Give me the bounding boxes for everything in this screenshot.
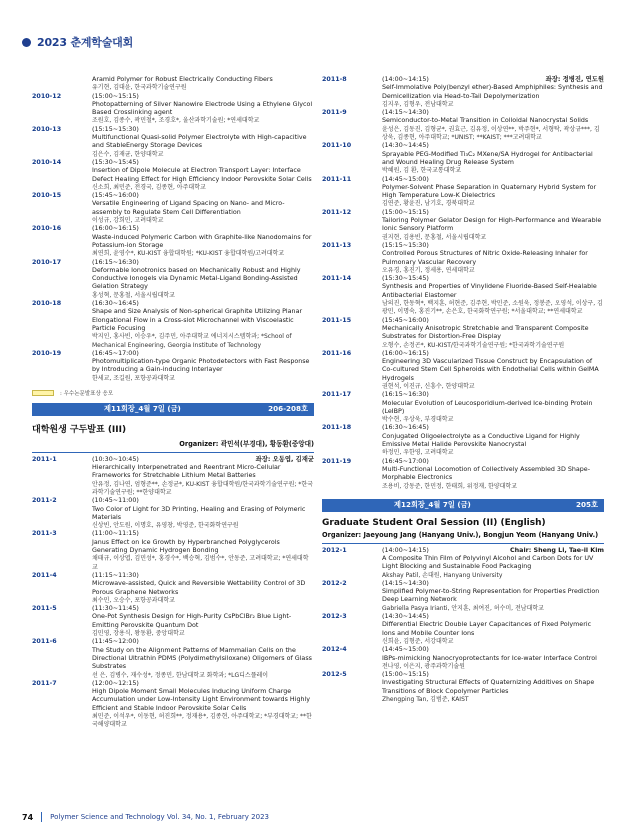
entry-authors: 남의진, 한동혁*, 백지훈, 허현준, 김주현, 박민준, 소원욱, 정봉준, 오영석, 이상구, 김광민, 이명숙, 홍진기**, 손은호, 한국화학연구원; *서울대학교; **연세대학교	[382, 300, 603, 316]
entry-title: Photomultiplication-type Organic Photodetectors with Fast Response by Introducing a Gain-inducing Interlayer	[92, 358, 310, 374]
session-chair: 좌장: 오동엽, 김재균	[255, 455, 314, 463]
entry-time: (16:45~17:00)	[92, 349, 139, 357]
left-column	[32, 76, 314, 730]
entry-time-row	[382, 317, 604, 325]
entry-time: (16:15~16:30)	[92, 258, 139, 266]
entry-title: Microwave-assisted, Quick and Reversible Wettability Control of 3D Porous Graphene Networks	[92, 580, 306, 596]
entry-time: (15:00~15:15)	[382, 208, 429, 216]
entry-authors: Gabriella Pasya Irianti, 안지훈, 최여진, 허수미, 전남대학교	[382, 604, 544, 612]
schedule-entry	[32, 638, 314, 679]
entry-code: 2011-1	[32, 455, 57, 463]
schedule-entry	[32, 605, 314, 638]
entry-code: 2011-13	[322, 241, 352, 249]
entry-code: 2011-11	[322, 175, 352, 183]
entry-authors: 최민준, 이석우*, 이동현, 허진희**, 정재용*, 김종현, 아주대학교; *부경대학교; **한국해양대학교	[92, 712, 312, 729]
entry-time: (11:45~12:00)	[92, 638, 139, 646]
entry-code: 2011-15	[322, 316, 352, 324]
legend	[32, 389, 314, 397]
entry-title: Tailoring Polymer Gelator Design for High-Performance and Wearable Ionic Sensory Platform	[382, 217, 602, 233]
schedule-entry	[322, 671, 604, 704]
entry-title: Deformable Ionotronics based on Mechanically Robust and Highly Conductive Ionogels via Dynamic Metal-Ligand Bonding-Assisted Gelation Strategy	[92, 266, 301, 291]
entry-title: Polymer-Solvent Phase Separation in Quaternary Hybrid System for High Temperature Low-K Dielectrics	[382, 183, 597, 200]
entry-title: Synthesis and Properties of Vinylidene Fluoride-Based Self-Healable Antibacterial Elastomer	[382, 283, 597, 299]
schedule-entry	[322, 646, 604, 671]
session-organizer: Organizer: 곽민석(부경대), 황동환(중앙대)	[179, 439, 314, 448]
entry-authors: 김은수, 김재균, 한양대학교	[92, 150, 164, 158]
entry-title: One-Pot Synthesis Design for High-Purity CsPbClBr₂ Blue Light-Emitting Perovskite Quantum Dot	[92, 613, 292, 629]
schedule-entry	[322, 458, 604, 491]
entry-authors: 안유정, 김나연, 엄형준**, 손정균*, KU-KIST 융합대학원/한국과학기술연구원; *한국과학기술연구원; **한양대학교	[92, 480, 313, 496]
entry-title: Insertion of Dipole Molecule at Electron Transport Layer: Interface Defect Healing Effect for High Efficiency Indoor Perovskite Solar Cells	[92, 167, 312, 183]
entry-code: 2011-9	[322, 109, 347, 117]
entry-time: (15:00~15:15)	[382, 671, 429, 679]
entry-body	[382, 613, 604, 646]
page-number: 74	[22, 812, 34, 822]
entry-title: Multi-Functional Locomotion of Collectively Assembled 3D Shape-Morphable Electronics	[382, 465, 591, 482]
schedule-entry	[32, 350, 314, 383]
schedule-entry	[322, 613, 604, 646]
entry-time: (15:00~15:15)	[92, 92, 139, 100]
entry-title: A Composite Thin Film of Polyvinyl Alcohol and Carbon Dots for UV Light Blocking and Sustainable Food Packaging	[382, 554, 594, 571]
entry-code: 2011-17	[322, 391, 352, 399]
entry-time-row	[382, 671, 604, 679]
schedule-entry	[322, 350, 604, 391]
entry-authors: Zhengping Tan, 김범준, KAIST	[382, 695, 469, 703]
schedule-entry	[32, 456, 314, 497]
schedule-entry	[32, 497, 314, 530]
schedule-entry	[322, 242, 604, 275]
entry-time-row	[92, 350, 314, 358]
journal-citation: Polymer Science and Technology Vol. 34, No. 1, February 2023	[50, 813, 269, 821]
entry-time-row	[382, 547, 604, 555]
entry-time: (15:45~16:00)	[92, 192, 139, 200]
session-chair: Chair: Sheng Li, Tae-il Kim	[510, 546, 604, 554]
entry-code	[32, 76, 92, 93]
schedule-entry	[32, 300, 314, 350]
entry-code: 2011-4	[32, 571, 57, 579]
schedule-entry	[32, 530, 314, 571]
entry-body	[92, 605, 314, 638]
entry-code: 2011-2	[32, 497, 57, 505]
entry-body	[92, 93, 314, 126]
entry-body	[92, 638, 314, 679]
schedule-entry	[322, 317, 604, 350]
entry-time-row	[92, 680, 314, 688]
entry-time-row	[92, 159, 314, 167]
entry-title: Multifunctional Quasi-solid Polymer Electrolyte with High-capacitive and StableEnergy Storage Devices	[92, 134, 307, 150]
entry-time: (16:00~16:15)	[92, 225, 139, 233]
entry-time-row	[92, 126, 314, 134]
entry-authors: 신상빈, 안도원, 이명호, 유영창, 박영준, 한국화학연구원	[92, 522, 239, 530]
entry-time: (12:00~12:15)	[92, 679, 139, 687]
entry-time-row	[92, 456, 314, 464]
entry-body	[92, 126, 314, 159]
entry-title: Janus Effect on Ice Growth by Hyperbranched Polyglycerols Generating Dynamic Hydrogen Bonding	[92, 538, 280, 555]
entry-title: Engineering 3D Vascularized Tissue Construct by Encapsulation of Co-cultured Stem Cell Spheroids with Endothelial Cells within GelMA Hydrogels	[382, 358, 599, 382]
entry-time: (16:30~16:45)	[382, 424, 429, 432]
entry-time: (14:00~14:15)	[382, 76, 429, 83]
entry-body	[382, 391, 604, 424]
day-bar-room: 205호	[576, 500, 598, 510]
entry-list-left-bottom	[32, 456, 314, 730]
entry-list-right-bottom	[322, 547, 604, 705]
entry-body	[92, 300, 314, 350]
entry-code: 2011-16	[322, 349, 352, 357]
legend-label: : 우수논문발표상 응모	[60, 390, 114, 397]
entry-body	[92, 530, 314, 571]
entry-title: Semiconductor-to-Metal Transition in Colloidal Nanocrystal Solids	[382, 117, 589, 125]
entry-time: (15:45~16:00)	[382, 316, 429, 324]
entry-title: The Study on the Alignment Patterns of Mammalian Cells on the Directional Ultrathin PDMS (Polydimethylsiloxane) Oligomers of Glass Substrates	[92, 646, 312, 671]
entry-authors: 권현석, 이진규, 신흥수, 한양대학교	[382, 382, 475, 390]
entry-code: 2011-6	[32, 638, 57, 646]
entry-time: (16:45~17:00)	[382, 457, 429, 465]
entry-body	[382, 109, 604, 142]
entry-body	[92, 350, 314, 383]
entry-time-row	[92, 93, 314, 101]
entry-time-row	[382, 109, 604, 117]
entry-title: Controlled Porous Structures of Nitric Oxide-Releasing Inhaler for Pulmonary Vascular Recovery	[382, 250, 588, 266]
conference-title: 2023 춘계학술대회	[37, 36, 134, 49]
entry-time: (15:30~15:45)	[382, 275, 429, 283]
page-footer	[22, 812, 269, 822]
schedule-entry	[32, 192, 314, 225]
entry-time-row	[382, 275, 604, 283]
entry-title: Investigating Structural Effects of Quaternizing Additives on Shape Transitions of Block Copolymer Particles	[382, 679, 595, 695]
entry-code: 2012-1	[322, 546, 347, 554]
schedule-entry	[32, 76, 314, 93]
entry-time-row	[92, 300, 314, 308]
entry-authors: 신소희, 최민준, 전경국, 김종현, 아주대학교	[92, 183, 206, 191]
session-organizer: Organizer: Jaeyoung Jang (Hanyang Univ.), Bongjun Yeom (Hanyang Univ.)	[322, 530, 599, 539]
entry-body	[92, 259, 314, 300]
entry-time: (16:00~16:15)	[382, 349, 429, 357]
entry-authors: 신희윤, 김형준, 서강대학교	[382, 637, 454, 645]
entry-title: Simplified Polymer-to-String Representation for Properties Prediction Deep Learning Network	[382, 588, 600, 604]
entry-body	[382, 458, 604, 491]
entry-code: 2011-18	[322, 424, 352, 432]
bullet-icon	[22, 38, 31, 47]
entry-time-row	[382, 424, 604, 432]
entry-time-row	[92, 497, 314, 505]
entry-authors: 김민영, 장용식, 왕동환, 중앙대학교	[92, 630, 185, 638]
entry-body	[382, 580, 604, 613]
entry-code: 2011-12	[322, 208, 352, 216]
entry-authors: 오형수, 손정곤*, KU-KIST/한국과학기술연구원; *한국과학기술연구원	[382, 341, 565, 349]
entry-time-row	[92, 192, 314, 200]
entry-body	[382, 76, 604, 109]
entry-code: 2010-14	[32, 158, 62, 166]
entry-title: Aramid Polymer for Robust Electrically Conducting Fibers	[92, 76, 273, 83]
entry-time-row	[382, 580, 604, 588]
entry-time: (14:30~14:45)	[382, 613, 429, 621]
entry-time-row	[382, 209, 604, 217]
entry-code: 2012-5	[322, 671, 347, 679]
right-column	[322, 76, 604, 704]
entry-body	[92, 456, 314, 497]
entry-title: Differential Electric Double Layer Capacitances of Fixed Polymeric Ions and Mobile Counter Ions	[382, 621, 592, 637]
entry-code: 2010-15	[32, 192, 62, 200]
entry-time: (15:15~15:30)	[382, 241, 429, 249]
entry-body	[382, 209, 604, 242]
entry-authors: 김지우, 김형우, 전남대학교	[382, 100, 454, 108]
entry-title: Molecular Evolution of Leucosporidium-derived Ice-binding Protein (LeIBP)	[382, 399, 593, 415]
day-bar-room-12	[322, 499, 604, 512]
entry-time: (14:45~15:00)	[382, 646, 429, 654]
schedule-entry	[322, 176, 604, 209]
highlight-swatch	[32, 390, 54, 396]
entry-code: 2011-7	[32, 679, 57, 687]
entry-time-row	[382, 142, 604, 150]
entry-time-row	[382, 242, 604, 250]
entry-time-row	[382, 646, 604, 654]
entry-code: 2010-17	[32, 258, 62, 266]
entry-title: Versatile Engineering of Ligand Spacing on Nano- and Micro-assembly to Regulate Stem Cell Differentiation	[92, 200, 285, 216]
entry-body	[382, 547, 604, 580]
entry-authors: 박지인, 홍사빈, 이승우*, 김주민, 아주대학교 에너지시스템학과; *School of Mechanical Engineering, Georgia Institute of Technology	[92, 333, 292, 349]
session-chair: 좌장: 정병진, 연도원	[545, 76, 604, 83]
schedule-entry	[322, 209, 604, 242]
day-bar-room-11	[32, 403, 314, 416]
schedule-entry	[32, 680, 314, 730]
entry-list-left-top	[32, 76, 314, 383]
entry-body	[382, 142, 604, 175]
entry-code: 2012-4	[322, 646, 347, 654]
entry-time: (15:30~15:45)	[92, 158, 139, 166]
entry-time-row	[92, 638, 314, 646]
entry-time: (15:15~15:30)	[92, 125, 139, 133]
entry-title: Conjugated Oligoelectrolyte as a Conductive Ligand for Highly Emissive Metal Halide Perovskite Nanocrystal	[382, 432, 580, 449]
entry-authors: Akshay Patil, 손대원, Hanyang University	[382, 571, 503, 579]
entry-code: 2010-18	[32, 300, 62, 308]
entry-authors: 김연준, 황윤진, 남기호, 경북대학교	[382, 200, 475, 208]
entry-code: 2010-13	[32, 125, 62, 133]
schedule-entry	[32, 259, 314, 300]
entry-body	[92, 497, 314, 530]
entry-authors: 오유경, 홍진기, 정세용, 연세대학교	[382, 266, 475, 274]
schedule-entry	[322, 275, 604, 316]
entry-body	[382, 424, 604, 457]
entry-code: 2010-12	[32, 92, 62, 100]
entry-authors: 최연희, 윤영수*, KU-KIST 융합대학원; *KU-KIST 융합대학원/고려대학교	[92, 250, 285, 258]
schedule-entry	[322, 391, 604, 424]
entry-authors: 홍성혁, 문홍철, 서울시립대학교	[92, 291, 175, 299]
entry-time: (11:00~11:15)	[92, 530, 139, 538]
divider	[32, 452, 314, 453]
entry-authors: 한세교, 조길원, 포항공과대학교	[92, 374, 175, 382]
entry-authors: 하정민, 우한영, 고려대학교	[382, 449, 454, 457]
page-header	[22, 34, 133, 50]
entry-time: (14:30~14:45)	[382, 142, 429, 150]
session-title: 대학원생 구두발표 (III)	[32, 424, 127, 435]
entry-code: 2011-3	[32, 530, 57, 538]
entry-time: (16:30~16:45)	[92, 300, 139, 308]
entry-body	[92, 159, 314, 192]
entry-time: (11:15~11:30)	[92, 571, 139, 579]
entry-title: Hierarchically Interpenetrated and Reentrant Micro-Cellular Frameworks for Stretchable Lithium Metal Batteries	[92, 464, 281, 480]
entry-code: 2012-2	[322, 579, 347, 587]
entry-authors: 윤성은, 김동진, 김형균*, 권효근, 김유정, 이상연**, 박주현*, 서형탁, 곽상규***, 김상욱, 김종현, 아주대학교; *UNIST; **KAIST; ***고려대학교	[382, 125, 600, 142]
entry-time: (11:30~11:45)	[92, 605, 139, 613]
entry-list-right-top	[322, 76, 604, 491]
schedule-entry	[32, 159, 314, 192]
entry-time-row	[382, 613, 604, 621]
entry-body	[382, 646, 604, 671]
entry-code: 2011-14	[322, 275, 352, 283]
entry-authors: 이성규, 강희민, 고려대학교	[92, 217, 164, 225]
session-title: Graduate Student Oral Session (II) (English)	[322, 517, 546, 528]
day-bar-room: 206-208호	[268, 404, 308, 414]
entry-authors: 유기현, 김대윤, 한국과학기술연구원	[92, 84, 187, 92]
entry-code: 2011-10	[322, 142, 352, 150]
entry-time-row	[382, 391, 604, 399]
schedule-entry	[322, 547, 604, 580]
entry-body	[92, 76, 314, 93]
entry-body	[92, 192, 314, 225]
entry-body	[382, 317, 604, 350]
entry-title: Shape and Size Analysis of Non-spherical Graphite Utilizing Planar Elongational Flow in a Cross-slot Microchannel with Viscoelastic Particle Focusing	[92, 308, 303, 332]
entry-time: (16:15~16:30)	[382, 391, 429, 399]
entry-title: Mechanically Anisotropic Stretchable and Transparent Composite Substrates for Distortion-Free Display	[382, 324, 589, 341]
schedule-entry	[322, 580, 604, 613]
entry-authors: 선 은, 김병수, 재수성*, 정종민, 한남대학교 화학과; *LG디스플레이	[92, 671, 269, 679]
entry-code: 2011-8	[322, 76, 347, 83]
schedule-entry	[32, 225, 314, 258]
entry-time: (14:15~14:30)	[382, 579, 429, 587]
day-bar-label: 제12회장_4월 7일 (금)	[394, 500, 471, 510]
schedule-entry	[32, 93, 314, 126]
entry-time: (10:45~11:00)	[92, 497, 139, 505]
entry-title: Waste-induced Polymeric Carbon with Graphite-like Nanodomains for Potassium-ion Storage	[92, 233, 312, 249]
entry-code: 2010-16	[32, 225, 62, 233]
entry-time-row	[382, 458, 604, 466]
entry-time-row	[382, 176, 604, 184]
entry-title: Self-Immolative Poly(benzyl ether)-Based Amphiphiles: Synthesis and Demicellization via Head-to-Tail Depolymerization	[382, 84, 603, 100]
entry-title: Two Color of Light for 3D Printing, Healing and Erasing of Polymeric Materials	[92, 505, 306, 521]
entry-time: (14:15~14:30)	[382, 109, 429, 117]
footer-divider	[41, 812, 42, 822]
entry-time-row	[382, 350, 604, 358]
entry-code: 2011-5	[32, 605, 57, 613]
entry-authors: 조용비, 강동준, 한민정, 한태희, 위정재, 한양대학교	[382, 482, 517, 490]
entry-body	[92, 572, 314, 605]
entry-authors: 박수현, 우상욱, 부경대학교	[382, 416, 454, 424]
schedule-entry	[322, 109, 604, 142]
entry-body	[382, 275, 604, 316]
entry-authors: 박혜원, 김 환, 한국교통대학교	[382, 167, 462, 175]
entry-authors: 최수민, 오승수, 포항공과대학교	[92, 596, 175, 604]
entry-authors: 권지현, 김용빈, 문홍철, 서울시립대학교	[382, 233, 487, 241]
entry-time-row	[92, 572, 314, 580]
entry-title: IBPs-mimicking Nanocryoprotectants for Ice-water Interface Control	[382, 654, 597, 662]
entry-authors: 조원호, 김종수, 곽민철*, 조경호*, 울산과학기술원; *연세대학교	[92, 117, 260, 125]
schedule-entry	[322, 424, 604, 457]
entry-time-row	[92, 605, 314, 613]
schedule-entry	[322, 142, 604, 175]
entry-body	[92, 680, 314, 730]
schedule-entry	[322, 76, 604, 109]
entry-title: Sprayable PEG-Modified Ti₃C₂ MXene/SA Hydrogel for Antibacterial and Wound Healing Drug Release System	[382, 150, 593, 166]
entry-body	[382, 671, 604, 704]
entry-time-row	[92, 259, 314, 267]
entry-time-row	[92, 530, 314, 538]
entry-title: High Dipole Moment Small Molecules Inducing Uniform Charge Accumulation under Low-Intensity Light Environment towards Highly Efficient and Stable Indoor Perovskite Solar Cells	[92, 688, 311, 712]
entry-body	[382, 176, 604, 209]
entry-time-row	[382, 76, 604, 84]
entry-authors: 채태규, 이상엽, 김민성*, 홍경수*, 백승혁, 김범수*, 안동준, 고려대학교; *연세대학교	[92, 555, 309, 571]
entry-body	[382, 350, 604, 391]
day-bar-label: 제11회장_4월 7일 (금)	[104, 404, 181, 414]
entry-time: (10:30~10:45)	[92, 455, 139, 463]
schedule-entry	[32, 126, 314, 159]
entry-body	[382, 242, 604, 275]
entry-code: 2012-3	[322, 613, 347, 621]
entry-code: 2010-19	[32, 349, 62, 357]
entry-time: (14:45~15:00)	[382, 175, 429, 183]
entry-time-row	[92, 225, 314, 233]
entry-authors: 전나영, 이은지, 광주과학기술원	[382, 662, 465, 670]
divider	[322, 543, 604, 544]
schedule-entry	[32, 572, 314, 605]
entry-time: (14:00~14:15)	[382, 546, 429, 554]
entry-code: 2011-19	[322, 457, 352, 465]
entry-body	[92, 225, 314, 258]
entry-title: Photopatterning of Silver Nanowire Electrode Using a Ethylene Glycol Based Crosslinking agent	[92, 100, 313, 117]
